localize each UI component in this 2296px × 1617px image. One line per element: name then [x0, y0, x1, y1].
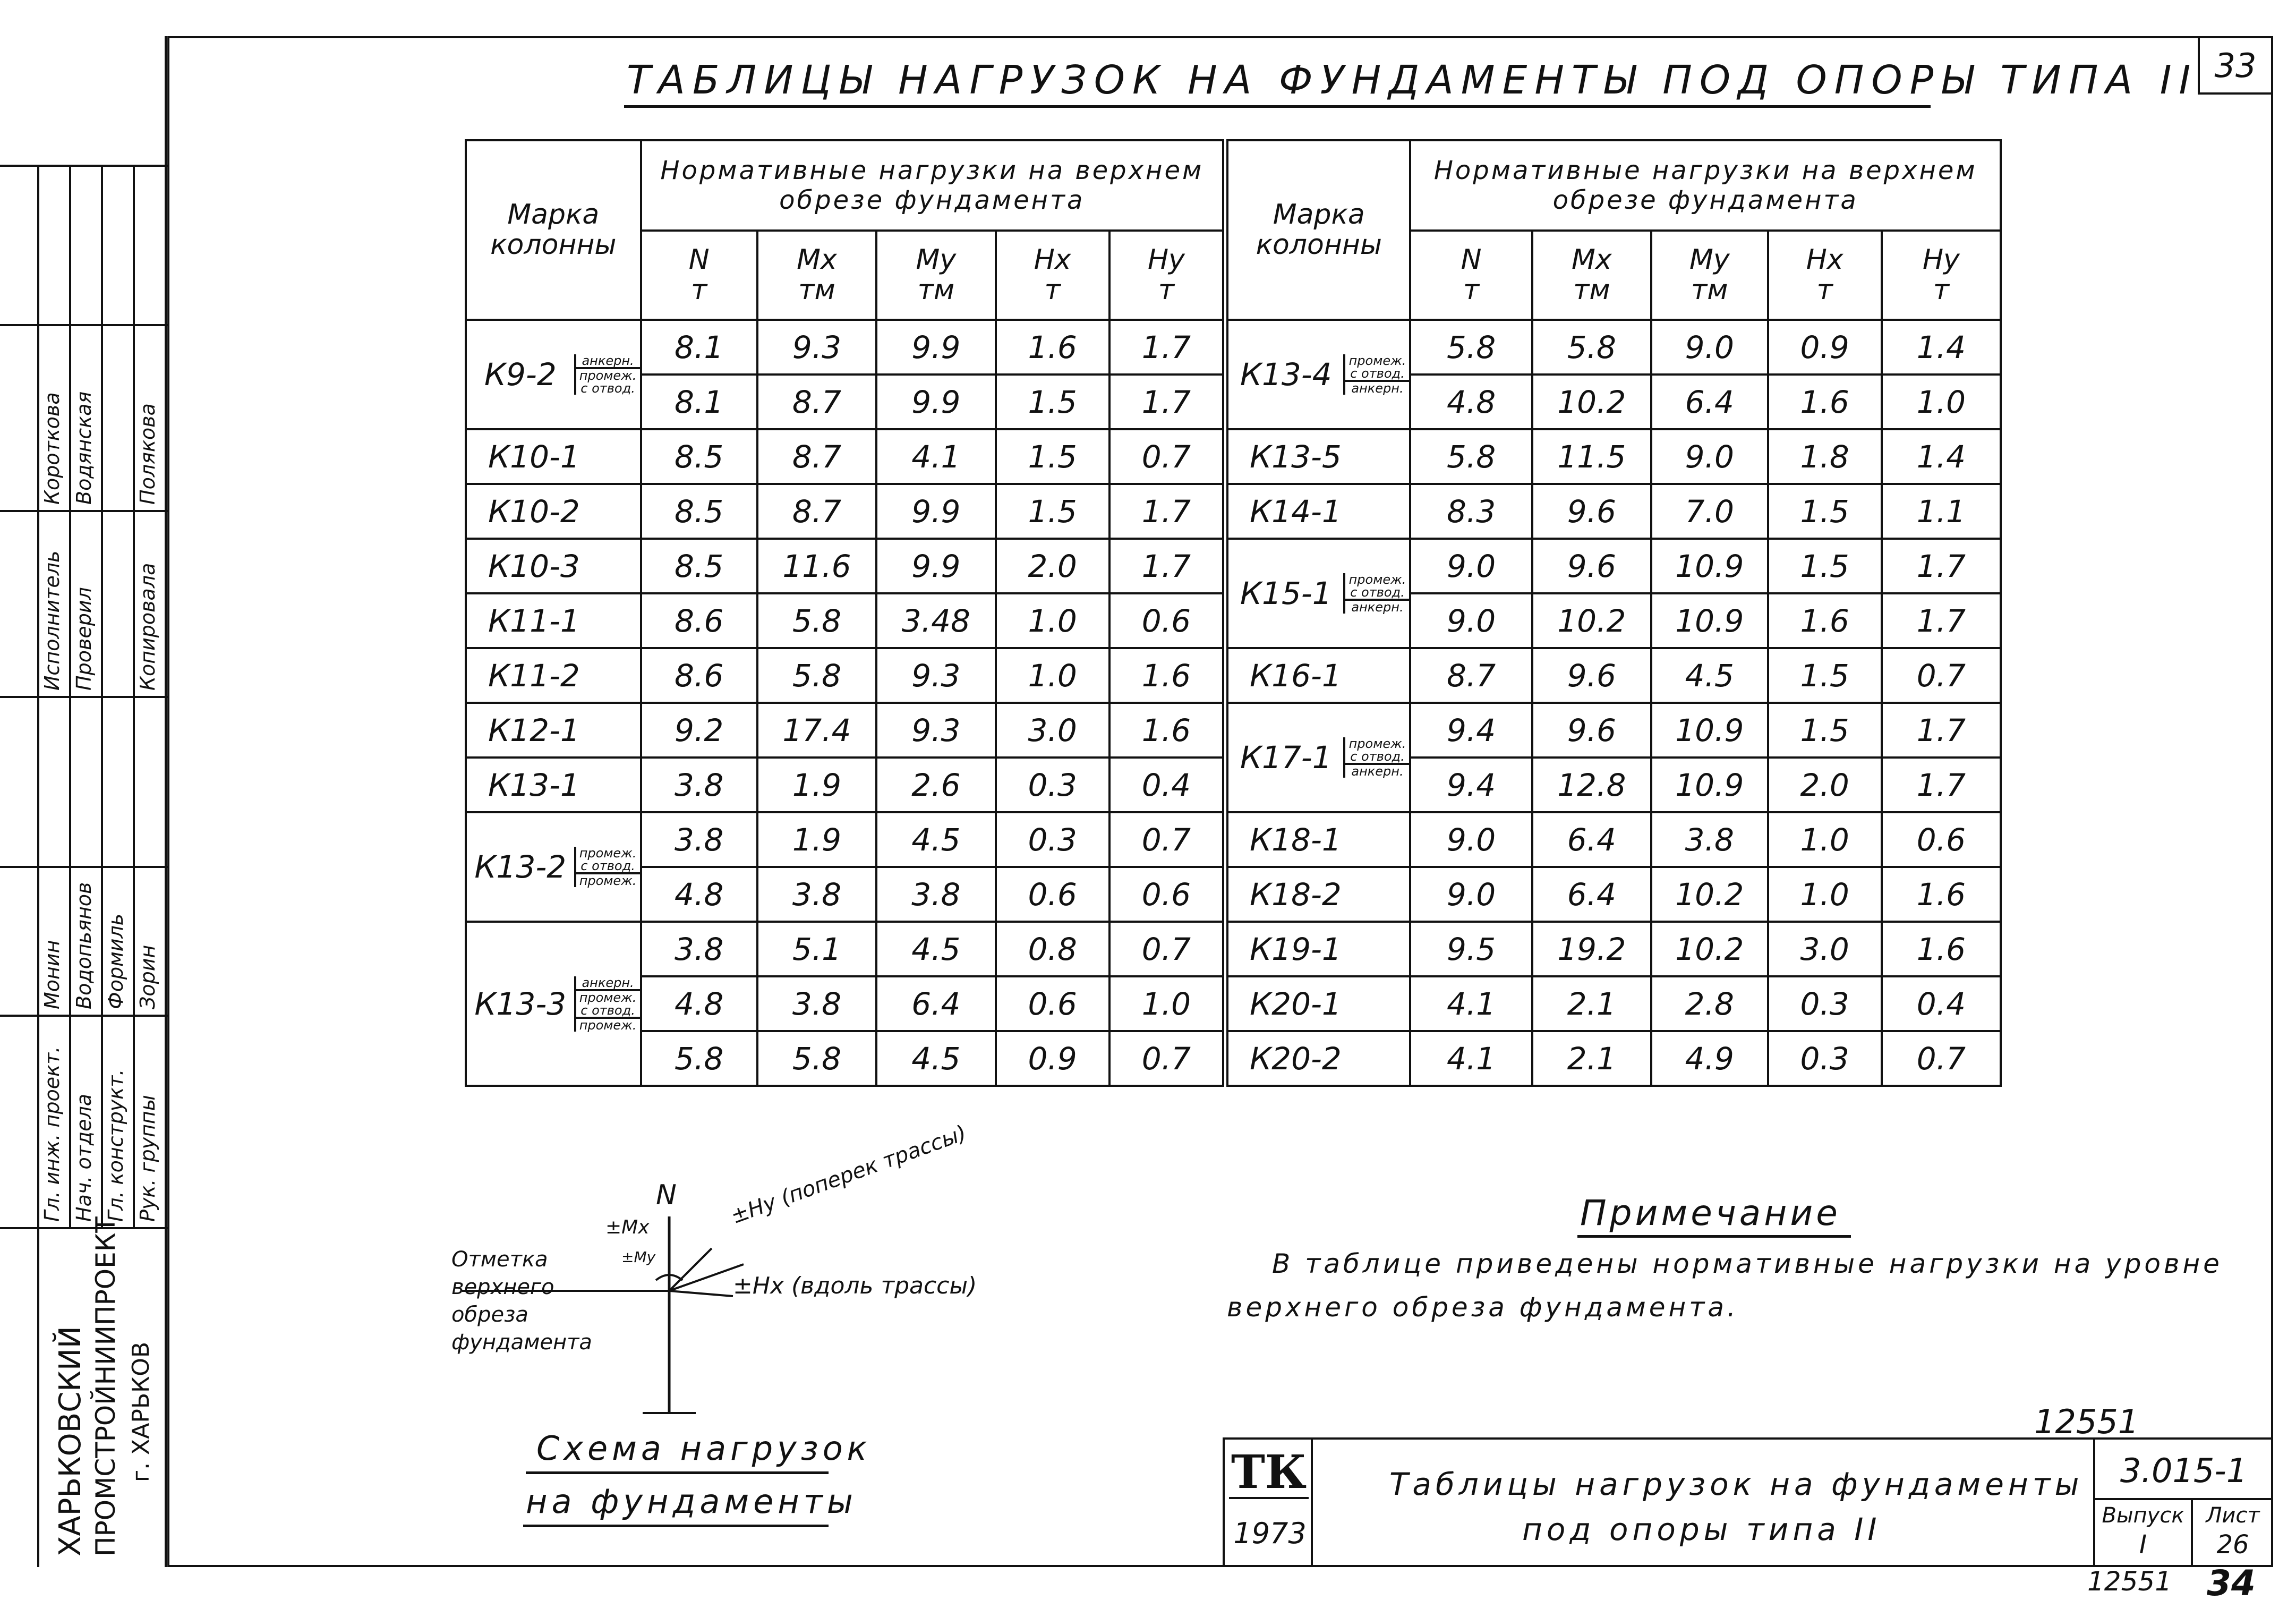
cell-mx: 9.6 — [1532, 703, 1651, 758]
cell-hx: 0.3 — [996, 812, 1109, 867]
cell-hx: 0.3 — [996, 758, 1109, 812]
support-type: анкерн. — [582, 975, 634, 990]
column-mark — [1227, 539, 1410, 648]
label-My: ±My — [621, 1248, 656, 1266]
cell-hy: 1.7 — [1109, 375, 1223, 429]
column-mark: К19-1 — [1227, 922, 1410, 976]
cell-mx: 5.1 — [757, 922, 876, 976]
table-row — [466, 703, 1223, 758]
col-unit: т — [1463, 274, 1480, 306]
page-number: 33 — [2198, 36, 2273, 95]
title-stamp — [0, 165, 167, 1567]
table-row — [466, 812, 1223, 867]
note-text: В таблице приведены нормативные нагрузки на уровне — [1272, 1248, 2223, 1279]
cell-my: 2.8 — [1651, 976, 1768, 1031]
table-row — [1227, 484, 2001, 539]
document-code: 3.015-1 — [2120, 1451, 2248, 1490]
column-mark: К16-1 — [1227, 648, 1410, 703]
cell-hx: 1.8 — [1768, 429, 1882, 484]
table-row — [466, 539, 1223, 593]
cell-hx: 0.3 — [1768, 976, 1882, 1031]
cell-my: 10.9 — [1651, 703, 1768, 758]
cell-mx: 6.4 — [1532, 867, 1651, 922]
cell-hy: 1.7 — [1882, 703, 2001, 758]
cell-hx: 3.0 — [996, 703, 1109, 758]
cell-hy: 1.6 — [1882, 922, 2001, 976]
loads-table-left — [465, 139, 1224, 1087]
col-header-n — [1410, 231, 1532, 320]
col-header-mx — [757, 231, 876, 320]
label-Hx: ±Hx (вдоль трассы) — [733, 1272, 977, 1299]
col-name: N — [1461, 243, 1482, 276]
mark-label: К15-1 — [1240, 575, 1332, 611]
issue-value: I — [2139, 1530, 2147, 1560]
label-Hy: ±Hy (поперек трассы) — [728, 1120, 970, 1229]
note-title: Примечание — [1580, 1193, 1841, 1233]
cell-my: 4.1 — [876, 429, 995, 484]
column-mark — [466, 320, 641, 429]
cell-n: 4.1 — [1410, 1031, 1532, 1086]
column-mark: К13-5 — [1227, 429, 1410, 484]
cell-my: 10.2 — [1651, 922, 1768, 976]
cell-hy: 1.7 — [1109, 484, 1223, 539]
support-type: анкерн. — [1345, 380, 1409, 395]
cell-hy: 1.7 — [1109, 320, 1223, 375]
column-mark: К10-3 — [466, 539, 641, 593]
cell-hx: 1.5 — [996, 429, 1109, 484]
cell-hy: 1.7 — [1882, 758, 2001, 812]
column-mark: К18-2 — [1227, 867, 1410, 922]
cell-n: 3.8 — [641, 758, 757, 812]
cell-n: 9.5 — [1410, 922, 1532, 976]
table-row — [466, 758, 1223, 812]
cell-mx: 19.2 — [1532, 922, 1651, 976]
cell-hy: 1.6 — [1109, 703, 1223, 758]
cell-n: 5.8 — [1410, 429, 1532, 484]
cell-hy: 0.7 — [1882, 648, 2001, 703]
col-unit: тм — [917, 274, 955, 306]
cell-hx: 0.9 — [996, 1031, 1109, 1086]
page-title: ТАБЛИЦЫ НАГРУЗОК НА ФУНДАМЕНТЫ ПОД ОПОРЫ ТИПА II — [627, 57, 2198, 103]
table-row — [466, 484, 1223, 539]
org-name: ХАРЬКОВСКИЙ — [53, 1326, 88, 1556]
col-header-my — [1651, 231, 1768, 320]
stamp-name2: Короткова — [40, 392, 64, 505]
col-name: Mx — [797, 243, 837, 276]
cell-n: 5.8 — [1410, 320, 1532, 375]
col-header-mx — [1532, 231, 1651, 320]
cell-mx: 5.8 — [1532, 320, 1651, 375]
table-row — [1227, 1031, 2001, 1086]
cell-my: 9.9 — [876, 375, 995, 429]
cell-my: 9.9 — [876, 320, 995, 375]
stamp-role: Рук. группы — [136, 1095, 159, 1222]
column-mark — [466, 922, 641, 1086]
cell-n: 8.3 — [1410, 484, 1532, 539]
cell-hy: 1.0 — [1109, 976, 1223, 1031]
cell-hx: 1.0 — [1768, 812, 1882, 867]
cell-mx: 8.7 — [757, 429, 876, 484]
table-row — [1227, 648, 2001, 703]
cell-my: 4.9 — [1651, 1031, 1768, 1086]
cell-hx: 1.5 — [1768, 703, 1882, 758]
cell-hy: 0.7 — [1109, 429, 1223, 484]
cell-hx: 1.6 — [1768, 375, 1882, 429]
mark-label: К17-1 — [1240, 739, 1332, 776]
support-type: анкерн. — [1345, 599, 1409, 614]
cell-hy: 1.7 — [1882, 593, 2001, 648]
cell-my: 10.9 — [1651, 539, 1768, 593]
cell-my: 3.8 — [876, 867, 995, 922]
col-header-hy — [1882, 231, 2001, 320]
cell-hy: 1.6 — [1109, 648, 1223, 703]
sheet-description-2: под опоры типа II — [1522, 1511, 1881, 1547]
cell-mx: 6.4 — [1532, 812, 1651, 867]
cell-mx: 5.8 — [757, 593, 876, 648]
cell-hx: 2.0 — [996, 539, 1109, 593]
cell-n: 9.4 — [1410, 703, 1532, 758]
column-mark — [1227, 703, 1410, 812]
col-header-my — [876, 231, 995, 320]
cell-hy: 0.7 — [1109, 812, 1223, 867]
column-mark: К18-1 — [1227, 812, 1410, 867]
cell-n: 4.1 — [1410, 976, 1532, 1031]
cell-n: 9.0 — [1410, 867, 1532, 922]
scheme-title: Схема нагрузок — [536, 1429, 872, 1468]
support-type: промеж. — [576, 1017, 640, 1032]
cell-hx: 0.6 — [996, 976, 1109, 1031]
tk-logo — [1225, 1440, 1313, 1566]
label-Mx: ±Mx — [605, 1216, 650, 1238]
col-unit: тм — [1691, 274, 1728, 306]
column-mark — [466, 812, 641, 922]
mark-label: К9-2 — [484, 356, 557, 393]
column-mark: К14-1 — [1227, 484, 1410, 539]
year: 1973 — [1233, 1517, 1307, 1550]
cell-mx: 9.6 — [1532, 648, 1651, 703]
table-row — [1227, 867, 2001, 922]
table-row — [466, 429, 1223, 484]
loads-table-right — [1226, 139, 2002, 1087]
header-mark: Марка колонны — [1227, 140, 1410, 320]
stamp-role: Гл. инж. проект. — [40, 1046, 64, 1222]
cell-n: 4.8 — [641, 976, 757, 1031]
stamp-role2: Проверил — [72, 587, 96, 691]
cell-n: 8.7 — [1410, 648, 1532, 703]
cell-my: 9.9 — [876, 484, 995, 539]
stamp-name2: Водянская — [72, 391, 96, 505]
cell-n: 8.1 — [641, 375, 757, 429]
col-name: Hy — [1147, 243, 1185, 276]
cell-hx: 1.0 — [996, 648, 1109, 703]
col-unit: т — [1158, 274, 1175, 306]
cell-mx: 9.6 — [1532, 539, 1651, 593]
table-row — [1227, 703, 2001, 758]
column-mark: К13-1 — [466, 758, 641, 812]
column-mark: К11-2 — [466, 648, 641, 703]
cell-hx: 1.6 — [1768, 593, 1882, 648]
table-row — [466, 593, 1223, 648]
cell-mx: 11.5 — [1532, 429, 1651, 484]
cell-my: 2.6 — [876, 758, 995, 812]
cell-mx: 9.3 — [757, 320, 876, 375]
cell-n: 8.6 — [641, 648, 757, 703]
cell-mx: 8.7 — [757, 484, 876, 539]
cell-hy: 0.4 — [1882, 976, 2001, 1031]
cell-my: 6.4 — [876, 976, 995, 1031]
document-code-block — [2093, 1440, 2272, 1566]
cell-n: 9.0 — [1410, 593, 1532, 648]
cell-mx: 3.8 — [757, 976, 876, 1031]
cell-n: 9.0 — [1410, 812, 1532, 867]
table-row — [466, 922, 1223, 976]
cell-my: 9.3 — [876, 703, 995, 758]
stamp-name: Монин — [40, 940, 64, 1009]
table-row — [1227, 922, 2001, 976]
cell-mx: 1.9 — [757, 812, 876, 867]
label-N: N — [656, 1179, 677, 1211]
stamp-name: Зорин — [136, 944, 159, 1009]
col-name: Mx — [1572, 243, 1612, 276]
col-unit: т — [1044, 274, 1061, 306]
cell-hy: 0.7 — [1109, 922, 1223, 976]
cell-my: 3.48 — [876, 593, 995, 648]
column-mark: К20-2 — [1227, 1031, 1410, 1086]
cell-mx: 12.8 — [1532, 758, 1651, 812]
cell-hx: 1.5 — [1768, 484, 1882, 539]
cell-mx: 17.4 — [757, 703, 876, 758]
cell-n: 8.1 — [641, 320, 757, 375]
column-mark — [1227, 320, 1410, 429]
cell-hy: 0.7 — [1109, 1031, 1223, 1086]
note-title-underline — [1577, 1235, 1851, 1238]
cell-hx: 1.0 — [996, 593, 1109, 648]
sheet-value: 26 — [2216, 1530, 2249, 1560]
col-unit: т — [1933, 274, 1950, 306]
col-name: Hy — [1922, 243, 1960, 276]
cell-hy: 0.6 — [1109, 593, 1223, 648]
mark-label: К13-3 — [474, 985, 567, 1022]
header-group: Нормативные нагрузки на верхнем обрезе фундамента — [1410, 140, 2001, 231]
org-name-2: ПРОМСТРОЙНИИПРОЕКТ — [90, 1216, 121, 1556]
cell-hx: 3.0 — [1768, 922, 1882, 976]
support-type: промеж. с отвод. — [576, 989, 640, 1017]
scheme-title-underline-2 — [523, 1525, 829, 1527]
cell-hx: 1.5 — [996, 375, 1109, 429]
cell-n: 8.6 — [641, 593, 757, 648]
cell-hy: 0.4 — [1109, 758, 1223, 812]
cell-mx: 8.7 — [757, 375, 876, 429]
stamp-role2: Копировала — [136, 563, 159, 691]
cell-hx: 1.6 — [996, 320, 1109, 375]
cell-my: 4.5 — [876, 1031, 995, 1086]
logo-text: ТК — [1229, 1446, 1309, 1499]
cell-hx: 1.5 — [1768, 648, 1882, 703]
support-type: промеж. — [576, 872, 640, 887]
cell-n: 8.5 — [641, 484, 757, 539]
cell-hx: 1.0 — [1768, 867, 1882, 922]
column-mark: К20-1 — [1227, 976, 1410, 1031]
cell-mx: 5.8 — [757, 648, 876, 703]
col-name: Hx — [1806, 243, 1843, 276]
cell-n: 4.8 — [1410, 375, 1532, 429]
cell-hy: 1.7 — [1882, 539, 2001, 593]
cell-my: 9.0 — [1651, 429, 1768, 484]
cell-n: 3.8 — [641, 922, 757, 976]
mark-label: К13-2 — [474, 849, 567, 885]
cell-n: 3.8 — [641, 812, 757, 867]
table-row — [1227, 976, 2001, 1031]
table-row — [1227, 539, 2001, 593]
mark-label: К13-4 — [1240, 356, 1332, 393]
cell-my: 10.2 — [1651, 867, 1768, 922]
scheme-title-2: на фундаменты — [526, 1482, 857, 1521]
header-mark: Марка колонны — [466, 140, 641, 320]
stamp-name2: Полякова — [136, 403, 159, 505]
cell-mx: 2.1 — [1532, 976, 1651, 1031]
column-mark: К12-1 — [466, 703, 641, 758]
cell-n: 9.2 — [641, 703, 757, 758]
archive-number-bottom: 12551 — [2087, 1566, 2172, 1597]
archive-number: 12551 — [2034, 1402, 2139, 1441]
table-row — [1227, 429, 2001, 484]
support-type: промеж. с отвод. — [1348, 572, 1406, 600]
cell-n: 5.8 — [641, 1031, 757, 1086]
col-unit: т — [1816, 274, 1833, 306]
col-name: Hx — [1034, 243, 1071, 276]
cell-hx: 1.5 — [1768, 539, 1882, 593]
cell-mx: 10.2 — [1532, 375, 1651, 429]
col-unit: тм — [798, 274, 835, 306]
cell-my: 3.8 — [1651, 812, 1768, 867]
table-row — [1227, 320, 2001, 375]
col-header-hx — [996, 231, 1109, 320]
support-type: анкерн. — [1345, 763, 1409, 778]
cell-hy: 0.6 — [1109, 867, 1223, 922]
cell-my: 10.9 — [1651, 593, 1768, 648]
column-mark: К11-1 — [466, 593, 641, 648]
col-name: My — [1689, 243, 1730, 276]
cell-mx: 5.8 — [757, 1031, 876, 1086]
table-row — [466, 320, 1223, 375]
cell-hx: 0.8 — [996, 922, 1109, 976]
cell-my: 6.4 — [1651, 375, 1768, 429]
cell-my: 4.5 — [876, 922, 995, 976]
cell-n: 9.4 — [1410, 758, 1532, 812]
support-type: промеж. с отвод. — [1348, 353, 1406, 381]
cell-hy: 1.6 — [1882, 867, 2001, 922]
org-city: г. ХАРЬКОВ — [127, 1341, 155, 1482]
cell-hx: 1.5 — [996, 484, 1109, 539]
cell-my: 10.9 — [1651, 758, 1768, 812]
sheet-label: Лист — [2206, 1503, 2260, 1528]
cell-my: 9.0 — [1651, 320, 1768, 375]
support-type: промеж. с отвод. — [1348, 736, 1406, 764]
cell-n: 8.5 — [641, 429, 757, 484]
cell-hy: 1.7 — [1109, 539, 1223, 593]
title-block — [1223, 1437, 2272, 1566]
cell-hy: 1.1 — [1882, 484, 2001, 539]
title-underline — [624, 105, 1931, 108]
cell-my: 9.9 — [876, 539, 995, 593]
stamp-role2: Исполнитель — [40, 550, 64, 691]
note-text: верхнего обреза фундамента. — [1227, 1292, 1739, 1323]
sheet-description: Таблицы нагрузок на фундаменты — [1389, 1466, 2084, 1502]
cell-mx: 9.6 — [1532, 484, 1651, 539]
col-name: My — [916, 243, 957, 276]
stamp-role: Гл. конструкт. — [104, 1069, 127, 1222]
cell-n: 8.5 — [641, 539, 757, 593]
cell-my: 4.5 — [876, 812, 995, 867]
cell-hy: 1.0 — [1882, 375, 2001, 429]
col-header-hx — [1768, 231, 1882, 320]
issue-label: Выпуск — [2102, 1503, 2184, 1528]
cell-mx: 10.2 — [1532, 593, 1651, 648]
stamp-name: Водопьянов — [72, 882, 96, 1009]
cell-hx: 0.9 — [1768, 320, 1882, 375]
cell-hy: 1.4 — [1882, 429, 2001, 484]
cell-n: 4.8 — [641, 867, 757, 922]
cell-hy: 0.7 — [1882, 1031, 2001, 1086]
support-type: промеж. с отвод. — [579, 846, 637, 873]
cell-hx: 0.6 — [996, 867, 1109, 922]
support-type: анкерн. — [582, 353, 634, 368]
support-type: промеж. с отвод. — [576, 367, 640, 395]
cell-mx: 1.9 — [757, 758, 876, 812]
stamp-name: Формиль — [104, 913, 127, 1009]
sheet-total: 34 — [2207, 1563, 2256, 1604]
scheme-title-underline — [526, 1471, 829, 1474]
col-unit: т — [691, 274, 707, 306]
cell-hx: 2.0 — [1768, 758, 1882, 812]
cell-mx: 11.6 — [757, 539, 876, 593]
col-unit: тм — [1573, 274, 1610, 306]
col-header-hy — [1109, 231, 1223, 320]
col-name: N — [688, 243, 710, 276]
cell-mx: 2.1 — [1532, 1031, 1651, 1086]
cell-hy: 1.4 — [1882, 320, 2001, 375]
cell-hx: 0.3 — [1768, 1031, 1882, 1086]
label-mark: Отметка верхнего обреза фундамента — [451, 1247, 592, 1355]
cell-mx: 3.8 — [757, 867, 876, 922]
cell-hy: 0.6 — [1882, 812, 2001, 867]
header-group: Нормативные нагрузки на верхнем обрезе фундамента — [641, 140, 1223, 231]
cell-my: 4.5 — [1651, 648, 1768, 703]
cell-n: 9.0 — [1410, 539, 1532, 593]
stamp-role: Нач. отдела — [72, 1093, 96, 1222]
table-row — [466, 648, 1223, 703]
column-mark: К10-2 — [466, 484, 641, 539]
col-header-n — [641, 231, 757, 320]
column-mark: К10-1 — [466, 429, 641, 484]
cell-my: 7.0 — [1651, 484, 1768, 539]
table-row — [1227, 812, 2001, 867]
cell-my: 9.3 — [876, 648, 995, 703]
